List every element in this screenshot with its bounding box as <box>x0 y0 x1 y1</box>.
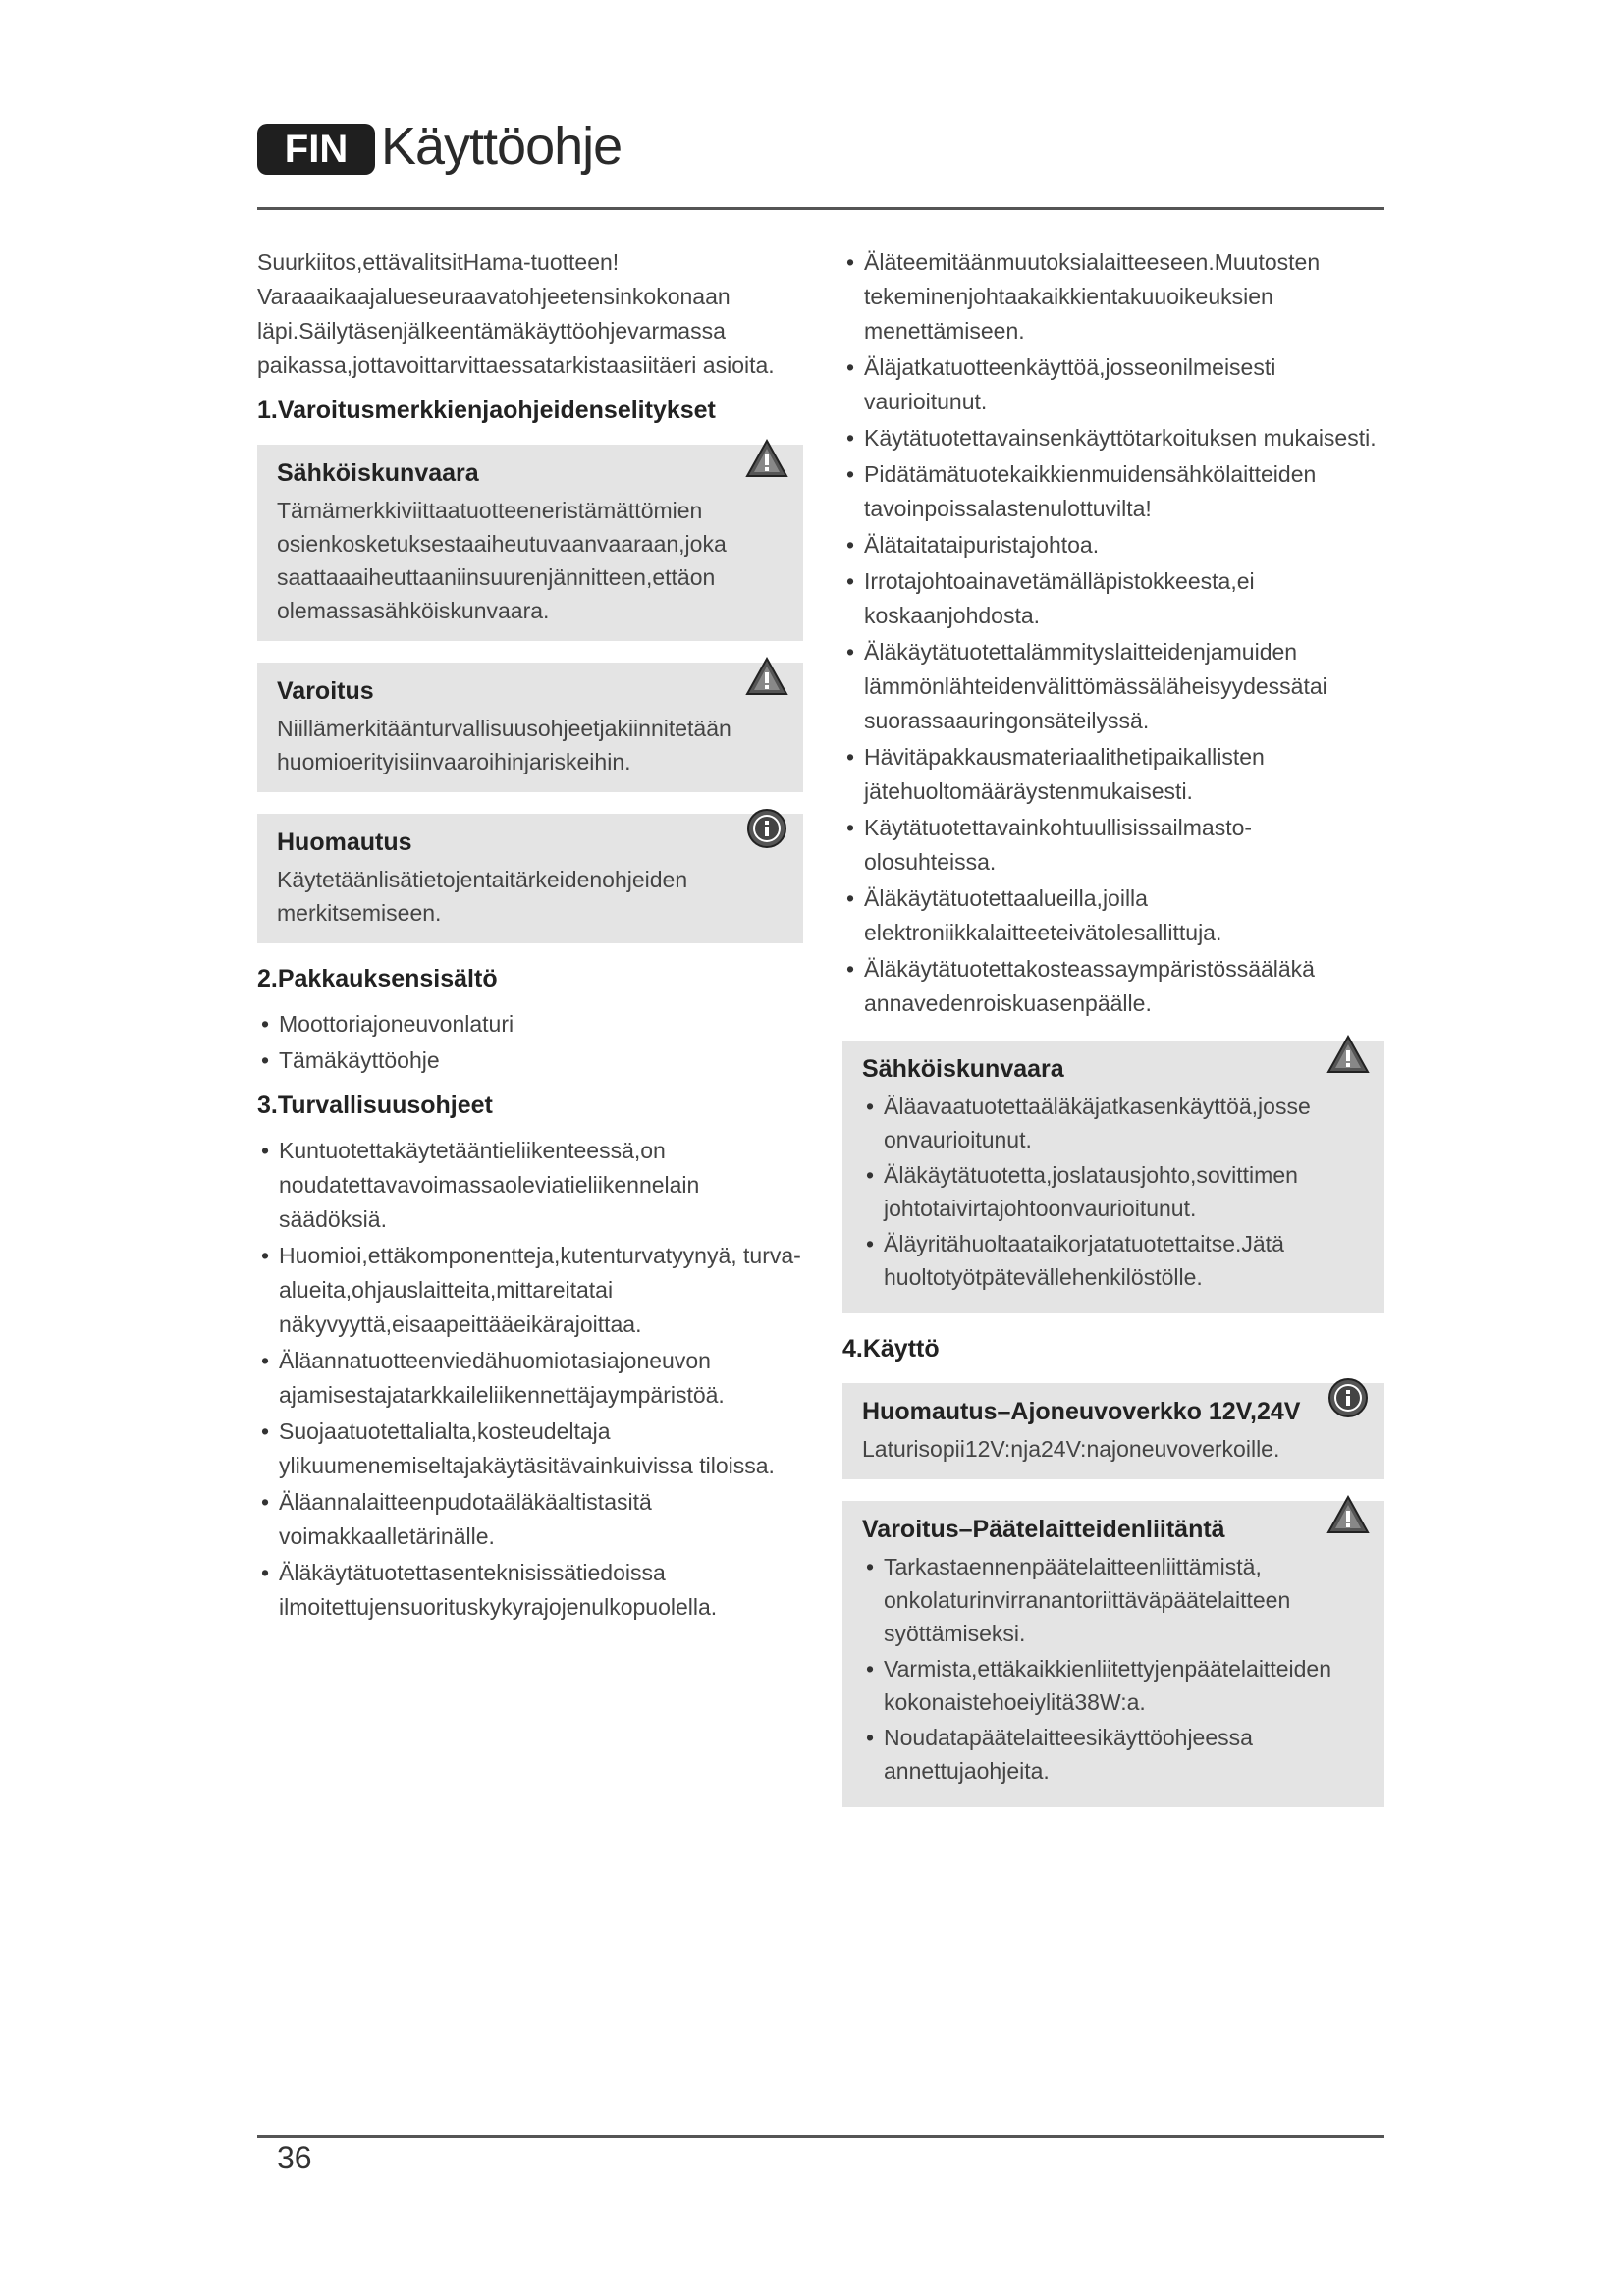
list-item: • Tämäkäyttöohje <box>257 1043 803 1078</box>
box-title: Sähköiskunvaara <box>277 459 479 487</box>
page-header <box>257 116 1384 214</box>
list-item: • Äläteemitäänmuutoksialaitteeseen.Muutosten tekeminenjohtaakaikkientakuuoikeuksien menettämiseen. <box>842 245 1384 348</box>
package-contents-list <box>257 1007 803 1078</box>
language-badge: FIN <box>257 124 375 175</box>
section-3-heading: 3.Turvallisuusohjeet <box>257 1092 493 1119</box>
info-circle-icon <box>744 806 789 851</box>
box-text: Käytetäänlisätietojentaitärkeidenohjeiden merkitsemiseen. <box>277 867 688 926</box>
electric-shock-box <box>257 445 803 641</box>
box-title: Varoitus <box>277 677 374 705</box>
list-item: • Äläannalaitteenpudotaäläkäaltistasitä voimakkaalletärinälle. <box>257 1485 803 1554</box>
box-title: Varoitus–Päätelaitteidenliitäntä <box>862 1516 1225 1543</box>
footer-divider <box>257 2135 1384 2138</box>
list-item: • Huomioi,ettäkomponentteja,kutenturvatyynyä, turva-alueita,ohjauslaitteita,mittareitatai näkyvyyttä,eisaapeittääeikärajoittaa. <box>257 1239 803 1342</box>
box-title: Sähköiskunvaara <box>862 1055 1064 1083</box>
list-item: • Äläkäytätuotetta,joslatausjohto,sovittimen johtotaivirtajohtoonvaurioitunut. <box>862 1158 1365 1225</box>
list-item: • Äläavaatuotettaäläkäjatkasenkäyttöä,josse onvaurioitunut. <box>862 1090 1365 1156</box>
list-item: • Äläkäytätuotettakosteassaympäristössääläkä annavedenroiskuasenpäälle. <box>842 952 1384 1021</box>
list-item: • Suojaatuotettalialta,kosteudeltaja ylikuumenemiseltajakäytäsitävainkuivissa tiloissa. <box>257 1415 803 1483</box>
left-column <box>257 245 803 1630</box>
box-list <box>862 1550 1365 1788</box>
list-item: • Irrotajohtoainavetämälläpistokkeesta,ei koskaanjohdosta. <box>842 564 1384 633</box>
list-item: • Hävitäpakkausmateriaalithetipaikallisten jätehuoltomääräystenmukaisesti. <box>842 740 1384 809</box>
list-item: • Äläyritähuoltaataikorjatatuotettaitse.Jätä huoltotyötpätevällehenkilöstölle. <box>862 1227 1365 1294</box>
box-text: Tämämerkkiviittaatuotteeneristämättömien osienkosketuksestaaiheutuvaanvaaraan,joka saattaaaiheuttaaniinsuurenjännitteen,ettäon olemassasähköiskunvaara. <box>277 498 727 623</box>
list-item: • Käytätuotettavainsenkäyttötarkoituksen mukaisesti. <box>842 421 1384 455</box>
document-title: Käyttöohje <box>381 117 623 176</box>
warning-triangle-icon <box>744 437 789 482</box>
box-text: Laturisopii12V:nja24V:najoneuvoverkoille. <box>862 1436 1280 1462</box>
header-divider <box>257 207 1384 210</box>
section-1-heading: 1.Varoitusmerkkienjaohjeidenselitykset <box>257 397 716 424</box>
terminal-warning-box <box>842 1501 1384 1807</box>
section-2-heading: 2.Pakkauksensisältö <box>257 965 498 992</box>
page-number: 36 <box>277 2140 312 2175</box>
network-note-box <box>842 1383 1384 1479</box>
warning-triangle-icon <box>1326 1493 1371 1538</box>
list-item: • Äläjatkatuotteenkäyttöä,josseonilmeisesti vaurioitunut. <box>842 350 1384 419</box>
warning-triangle-icon <box>744 655 789 700</box>
right-column <box>842 245 1384 1829</box>
list-item: • Äläkäytätuotettaalueilla,joilla elektroniikkalaitteeteivätolesallittuja. <box>842 881 1384 950</box>
list-item: • Äläkäytätuotettalämmityslaitteidenjamuiden lämmönlähteidenvälittömässäläheisyydessätai suorassaauringonsäteilyssä. <box>842 635 1384 738</box>
list-item: • Tarkastaennenpäätelaitteenliittämistä, onkolaturinvirranantoriittäväpäätelaitteen syöttämiseksi. <box>862 1550 1365 1650</box>
section-4-heading: 4.Käyttö <box>842 1335 940 1362</box>
box-title: Huomautus <box>277 828 412 856</box>
warning-triangle-icon <box>1326 1033 1371 1078</box>
list-item: • Äläannatuotteenviedähuomiotasiajoneuvon ajamisestajatarkkaileliikennettäjaympäristöä. <box>257 1344 803 1413</box>
box-title: Huomautus–Ajoneuvoverkko 12V,24V <box>862 1398 1301 1425</box>
list-item: • Pidätämätuotekaikkienmuidensähkölaitteiden tavoinpoissalastenulottuvilta! <box>842 457 1384 526</box>
list-item: • Moottoriajoneuvonlaturi <box>257 1007 803 1041</box>
safety-list-continued <box>842 245 1384 1021</box>
list-item: • Äläkäytätuotettasenteknisissätiedoissa ilmoitettujensuorituskykyrajojenulkopuolella. <box>257 1556 803 1625</box>
safety-list <box>257 1134 803 1625</box>
box-text: Niillämerkitäänturvallisuusohjeetjakiinnitetään huomioerityisiinvaaroihinjariskeihin. <box>277 716 731 774</box>
list-item: • Varmista,ettäkaikkienliitettyjenpäätelaitteiden kokonaistehoeiylitä38W:a. <box>862 1652 1365 1719</box>
list-item: • Älätaitataipuristajohtoa. <box>842 528 1384 562</box>
box-list <box>862 1090 1365 1294</box>
list-item: • Noudatapäätelaitteesikäyttöohjeessa annettujaohjeita. <box>862 1721 1365 1788</box>
note-box <box>257 814 803 943</box>
list-item: • Käytätuotettavainkohtuullisissailmasto- olosuhteissa. <box>842 811 1384 880</box>
electric-shock-box-2 <box>842 1041 1384 1313</box>
list-item: • Kuntuotettakäytetääntieliikenteessä,on noudatettavavoimassaoleviatieliikennelain säädöksiä. <box>257 1134 803 1237</box>
intro-paragraph: Suurkiitos,ettävalitsitHama-tuotteen! Varaaaikaajalueseuraavatohjeetensinkokonaan läpi.Säilytäsenjälkeentämäkäyttöohjevarmassa paikassa,jottavoittarvittaessatarkistaasiitäeri asioita. <box>257 249 775 378</box>
warning-box <box>257 663 803 792</box>
info-circle-icon <box>1326 1375 1371 1420</box>
